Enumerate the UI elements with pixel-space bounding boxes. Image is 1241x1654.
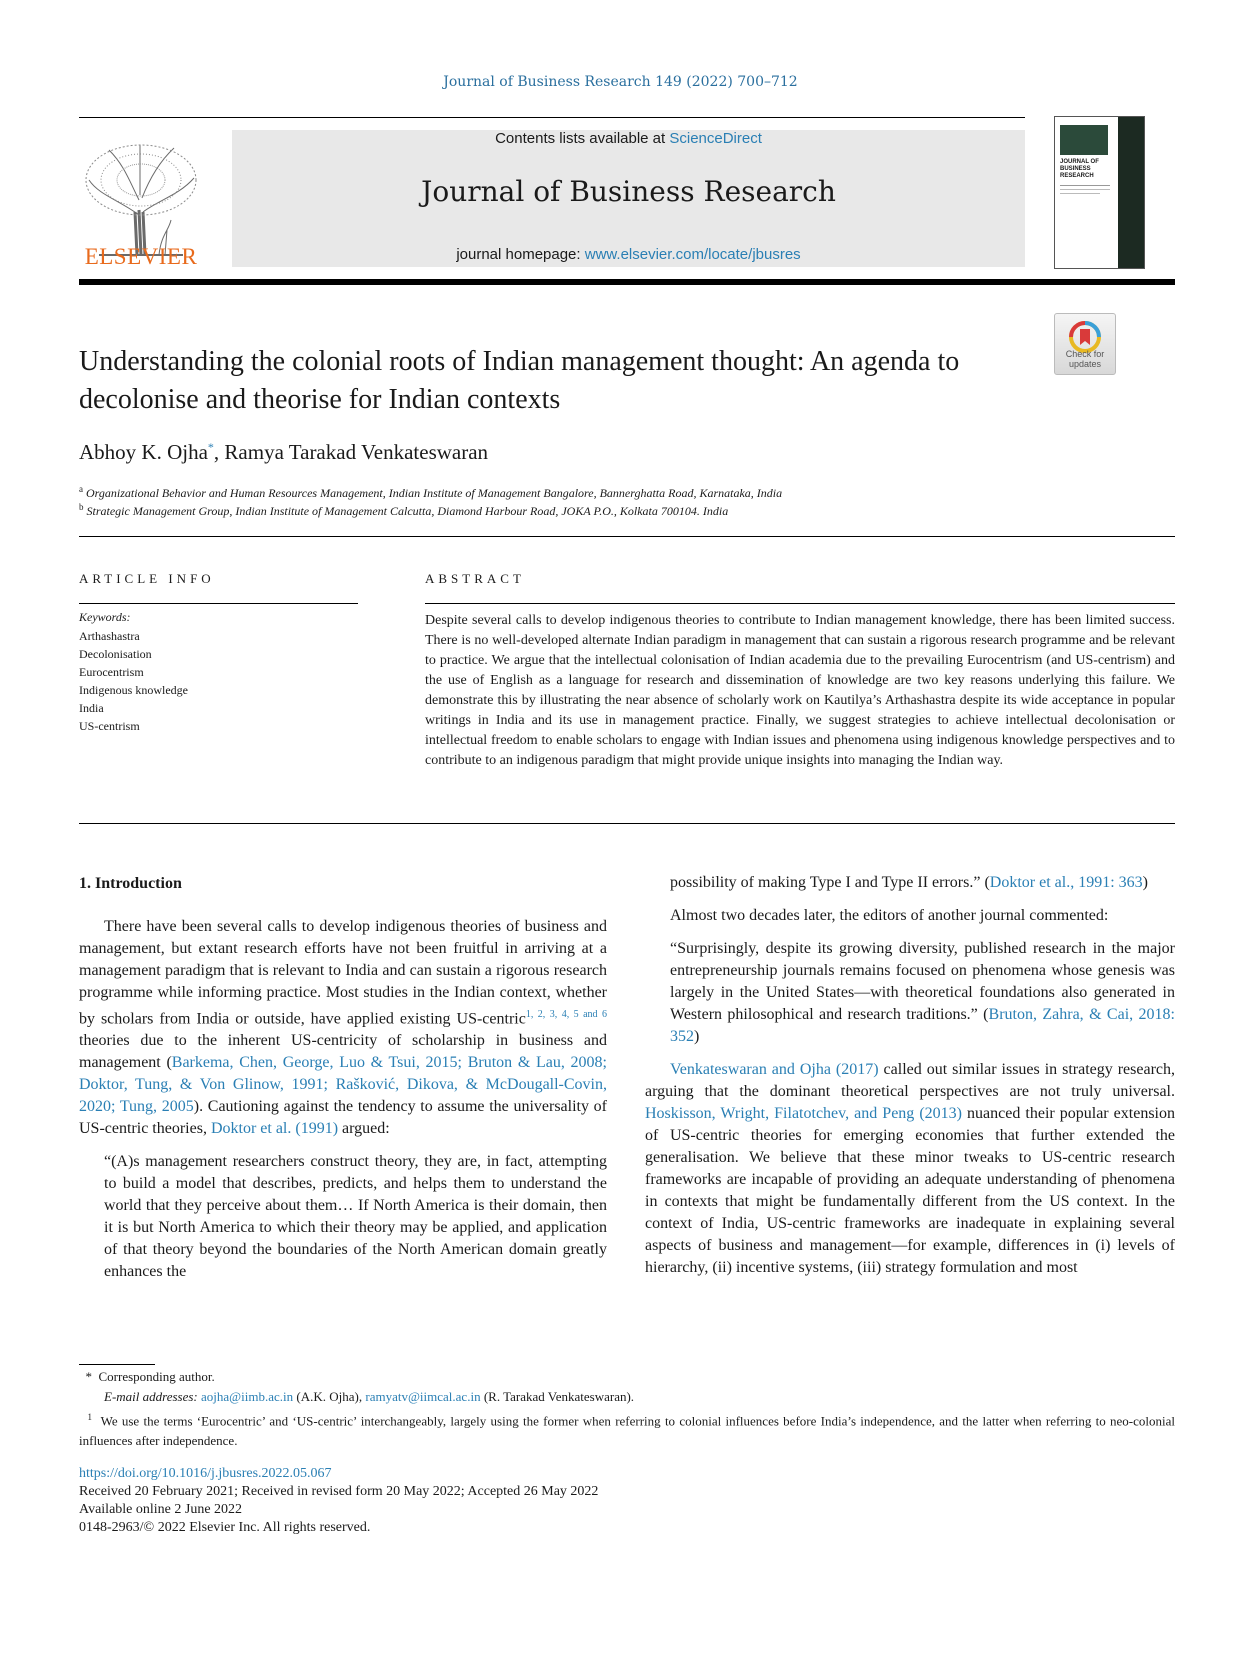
affiliation-mark: b	[79, 502, 84, 512]
article-info-rule	[79, 603, 358, 604]
keyword: US-centrism	[79, 719, 140, 733]
citation-link[interactable]: Doktor et al., 1991: 363	[989, 874, 1143, 891]
corresponding-author-mark[interactable]: *	[207, 440, 214, 454]
doi-link[interactable]: https://doi.org/10.1016/j.jbusres.2022.05.067	[79, 1466, 332, 1481]
keyword: Eurocentrism	[79, 665, 144, 679]
contents-line	[232, 130, 1025, 147]
cover-title: JOURNAL OF BUSINESS RESEARCH	[1060, 159, 1099, 179]
available-online: Available online 2 June 2022	[79, 1502, 243, 1517]
citation-link[interactable]: Barkema, Chen, George, Luo & Tsui, 2015; Bruton & Lau, 2008; Doktor, Tung, & Von Glinow, 1991; Rašković, Dikova, & McDougall-Covin, 2020; Tung, 2005	[79, 1054, 608, 1116]
homepage-link[interactable]: www.elsevier.com/locate/jbusres	[584, 246, 801, 263]
corresponding-mark: *	[85, 1369, 92, 1384]
affiliation-b	[79, 502, 728, 519]
header-thick-rule	[79, 279, 1175, 285]
journal-cover-thumbnail[interactable]	[1054, 116, 1145, 269]
keyword: Indigenous knowledge	[79, 683, 188, 697]
cover-line	[1060, 193, 1100, 194]
journal-reference[interactable]: Journal of Business Research 149 (2022) 700–712	[443, 74, 798, 90]
citation-link[interactable]: Venkateswaran and Ojha (2017)	[670, 1061, 879, 1078]
email-link[interactable]: ramyatv@iimcal.ac.in	[365, 1389, 481, 1404]
affiliation-a	[79, 484, 782, 501]
contents-prefix: Contents lists available at	[495, 130, 670, 147]
text-run: ). Cautioning against the tendency to assume the universality of US-centric theories,	[79, 1098, 608, 1138]
author-ojha: Abhoy K. Ojha	[79, 440, 208, 464]
author-separator: ,	[213, 440, 225, 464]
cover-line	[1060, 189, 1110, 190]
cover-image-block	[1060, 125, 1108, 155]
text-run: theories due to the inherent US-centricity of scholarship in business and management (	[79, 1032, 607, 1072]
footnote-rule	[79, 1364, 155, 1365]
block-quote: “(A)s management researchers construct theory, they are, in fact, attempting to build a model that describes, predicts, and helps them to understand the world that they perceive about them… If North America is their domain, then it is but North America to which their theory may be applied, and application of that theory beyond the boundaries of the North American domain greatly enhances the	[104, 1153, 607, 1281]
text-run: (R. Tarakad Venkateswaran).	[480, 1389, 635, 1404]
footnote-refs[interactable]: 1, 2, 3, 4, 5 and 6	[525, 1009, 607, 1020]
publisher-name: ELSEVIER	[84, 244, 198, 269]
footnote-corresponding	[79, 1367, 1175, 1387]
block-quote-continued	[645, 872, 1175, 894]
text-run: )	[694, 1028, 700, 1045]
section-rule	[79, 823, 1175, 824]
text-run: argued:	[338, 1120, 390, 1138]
header-rule	[79, 117, 1025, 118]
section-rule	[79, 536, 1175, 537]
footnote-emails	[79, 1387, 1175, 1407]
abstract-heading: ABSTRACT	[425, 571, 525, 586]
paragraph: Almost two decades later, the editors of another journal commented:	[670, 907, 1109, 924]
crossmark-label: Check for updates	[1065, 349, 1105, 369]
text-run: “Surprisingly, despite its growing diversity, published research in the major entrepreneurship journals remains focused on phenomena whose genesis was largely in the United States—with theoretical foundations also generated in Western philosophical and research traditions.” (	[670, 940, 1175, 1023]
author-venkateswaran: Ramya Tarakad Venkateswaran	[224, 440, 489, 464]
citation-link[interactable]: Hoskisson, Wright, Filatotchev, and Peng (2013)	[645, 1105, 962, 1122]
text-run: possibility of making Type I and Type II errors.” (	[670, 874, 990, 891]
author-line	[79, 440, 488, 465]
block-quote	[645, 938, 1175, 1048]
email-label: E-mail addresses:	[104, 1389, 202, 1404]
cover-side-stripe	[1118, 117, 1144, 268]
homepage-line	[232, 246, 1025, 263]
email-link[interactable]: aojha@iimb.ac.in	[201, 1389, 294, 1404]
doi-line	[79, 1465, 332, 1483]
affiliation-text: Strategic Management Group, Indian Institute of Management Calcutta, Diamond Harbour Road, JOKA P.O., Kolkata 700104. India	[86, 504, 729, 518]
footnote-1	[79, 1407, 1175, 1451]
body-column-left	[79, 916, 607, 1283]
text-run: Corresponding author.	[98, 1369, 215, 1384]
homepage-prefix: journal homepage:	[456, 246, 585, 263]
cover-line	[1060, 185, 1110, 186]
citation-link[interactable]: Doktor et al. (1991)	[210, 1120, 339, 1138]
text-run: (A.K. Ojha),	[293, 1389, 366, 1404]
paragraph	[645, 1059, 1175, 1279]
journal-title: Journal of Business Research	[421, 175, 836, 208]
keyword: India	[79, 701, 104, 715]
copyright-line: 0148-2963/© 2022 Elsevier Inc. All rights reserved.	[79, 1520, 371, 1535]
article-title: Understanding the colonial roots of Indian management thought: An agenda to decolonise and theorise for Indian contexts	[79, 346, 960, 415]
check-for-updates-badge[interactable]	[1054, 313, 1116, 375]
keywords-label: Keywords:	[79, 610, 131, 624]
received-dates: Received 20 February 2021; Received in revised form 20 May 2022; Accepted 26 May 2022	[79, 1484, 599, 1499]
article-info-heading: ARTICLE INFO	[79, 571, 215, 586]
affiliation-text: Organizational Behavior and Human Resources Management, Indian Institute of Management Bangalore, Bannerghatta Road, Karnataka, India	[86, 486, 783, 500]
keyword: Decolonisation	[79, 647, 152, 661]
abstract-rule	[425, 603, 1175, 604]
text-run: called out similar issues in strategy research, arguing that the dominant theoretical perspectives are not truly universal.	[645, 1061, 1176, 1100]
citation-link[interactable]: Bruton, Zahra, & Cai, 2018: 352	[670, 1006, 1175, 1045]
text-run: There have been several calls to develop indigenous theories of business and management, but extant research efforts have not been fruitful in arriving at a management paradigm that is relevant to India and can sustain a rigorous research programme while informing practice. Most studies in the Indian context, whether by scholars from India or outside, have applied existing US-centric	[79, 918, 607, 1028]
body-column-right	[645, 872, 1175, 1279]
text-run: We use the terms ‘Eurocentric’ and ‘US-centric’ interchangeably, largely using the former when referring to colonial influences before India’s independence, and the latter when referring to neo-colonial influences after independence.	[79, 1413, 1175, 1449]
abstract-text: Despite several calls to develop indigenous theories to contribute to Indian management knowledge, there has been limited success. There is no well-developed alternate Indian paradigm in management that can sustain a rigorous research programme and be relevant to practice. We argue that the intellectual colonisation of Indian academia due to the prevailing Eurocentrism (and US-centrism) and the use of English as a language for research and dissemination of knowledge are two key reasons underlying this failure. We demonstrate this by illustrating the near absence of scholarly work on Kautilya’s Arthashastra despite its wide acceptance in popular writings in India and its use in management practice. Finally, we suggest strategies to achieve intellectual decolonisation or intellectual freedom to enable scholars to engage with Indian issues and phenomena using indigenous knowledge perspectives and to contribute to an indigenous paradigm that might provide unique insights into managing the Indian way.	[425, 613, 1175, 768]
affiliation-mark: a	[79, 484, 83, 494]
section-heading-introduction: 1. Introduction	[79, 875, 182, 892]
text-run: nuanced their popular extension of US-centric theories for emerging economies that further extended the generalisation. We believe that these minor tweaks to US-centric research frameworks are incapable of providing an adequate understanding of phenomena in contexts that might be fundamentally different from the US context. In the context of India, US-centric frameworks are inadequate in explaining several aspects of business and management—for example, differences in (i) levels of hierarchy, (ii) incentive systems, (iii) strategy formulation and most	[645, 1105, 1175, 1276]
text-run: )	[1142, 874, 1148, 891]
keywords-list	[79, 627, 188, 735]
keyword: Arthashastra	[79, 629, 140, 643]
paragraph	[79, 916, 607, 1140]
footnote-number: 1	[87, 1412, 93, 1422]
sciencedirect-link[interactable]: ScienceDirect	[669, 130, 762, 147]
